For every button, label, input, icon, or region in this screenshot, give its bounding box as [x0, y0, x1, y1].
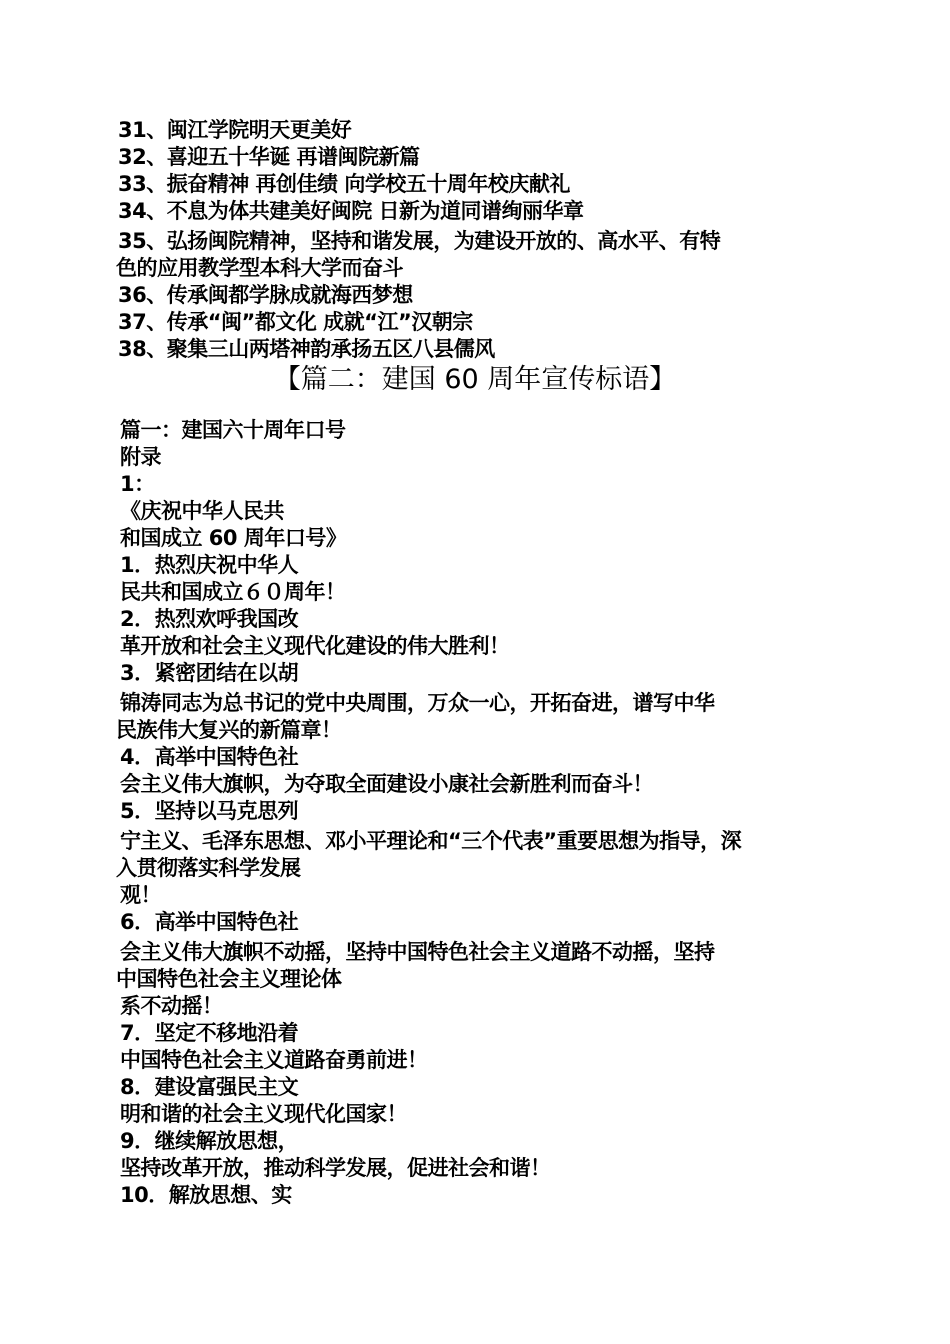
body-line: 民共和国成立６０周年！ [120, 580, 346, 604]
body-line: 中国特色社会主义理论体 [116, 967, 342, 991]
body-line: 3．紧密团结在以胡 [120, 661, 299, 685]
list-item: 34、不息为体共建美好闽院 日新为道同谱绚丽华章 [118, 199, 584, 223]
list-item: 38、聚集三山两塔神韵承扬五区八县儒风 [118, 337, 495, 361]
body-line: 民族伟大复兴的新篇章！ [116, 718, 342, 742]
list-item: 31、闽江学院明天更美好 [118, 118, 352, 142]
body-line: 宁主义、毛泽东思想、邓小平理论和“三个代表”重要思想为指导，深 [120, 829, 742, 853]
subsection-title: 篇一：建国六十周年口号 [120, 418, 346, 442]
body-line: 锦涛同志为总书记的党中央周围，万众一心，开拓奋进，谱写中华 [120, 691, 715, 715]
list-item: 36、传承闽都学脉成就海西梦想 [118, 283, 413, 307]
list-item-continuation: 色的应用教学型本科大学而奋斗 [116, 256, 403, 280]
body-line: 附录 [120, 445, 161, 469]
section-heading: 【篇二：建国 60 周年宣传标语】 [273, 364, 677, 395]
body-line: 4．高举中国特色社 [120, 745, 299, 769]
body-line: 革开放和社会主义现代化建设的伟大胜利！ [120, 634, 510, 658]
body-line: 1： [120, 472, 155, 496]
body-line: 会主义伟大旗帜，为夺取全面建设小康社会新胜利而奋斗！ [120, 772, 653, 796]
body-line: 10．解放思想、实 [120, 1183, 292, 1207]
body-line: 明和谐的社会主义现代化国家！ [120, 1102, 407, 1126]
body-line: 《庆祝中华人民共 [120, 499, 284, 523]
list-item: 37、传承“闽”都文化 成就“江”汉朝宗 [118, 310, 473, 334]
body-line: 观！ [120, 883, 161, 907]
list-item: 35、弘扬闽院精神，坚持和谐发展，为建设开放的、高水平、有特 [118, 229, 721, 253]
body-line: 2．热烈欢呼我国改 [120, 607, 299, 631]
body-line: 系不动摇！ [120, 994, 223, 1018]
body-line: 1．热烈庆祝中华人 [120, 553, 299, 577]
body-line: 入贯彻落实科学发展 [116, 856, 301, 880]
body-line: 坚持改革开放，推动科学发展，促进社会和谐！ [120, 1156, 551, 1180]
body-line: 5．坚持以马克思列 [120, 799, 299, 823]
list-item: 32、喜迎五十华诞 再谱闽院新篇 [118, 145, 420, 169]
body-line: 中国特色社会主义道路奋勇前进！ [120, 1048, 428, 1072]
body-line: 和国成立 60 周年口号》 [120, 526, 347, 550]
body-line: 8．建设富强民主文 [120, 1075, 299, 1099]
body-line: 会主义伟大旗帜不动摇，坚持中国特色社会主义道路不动摇，坚持 [120, 940, 715, 964]
body-line: 9．继续解放思想， [120, 1129, 299, 1153]
body-line: 6．高举中国特色社 [120, 910, 299, 934]
list-item: 33、振奋精神 再创佳绩 向学校五十周年校庆献礼 [118, 172, 570, 196]
body-line: 7．坚定不移地沿着 [120, 1021, 299, 1045]
